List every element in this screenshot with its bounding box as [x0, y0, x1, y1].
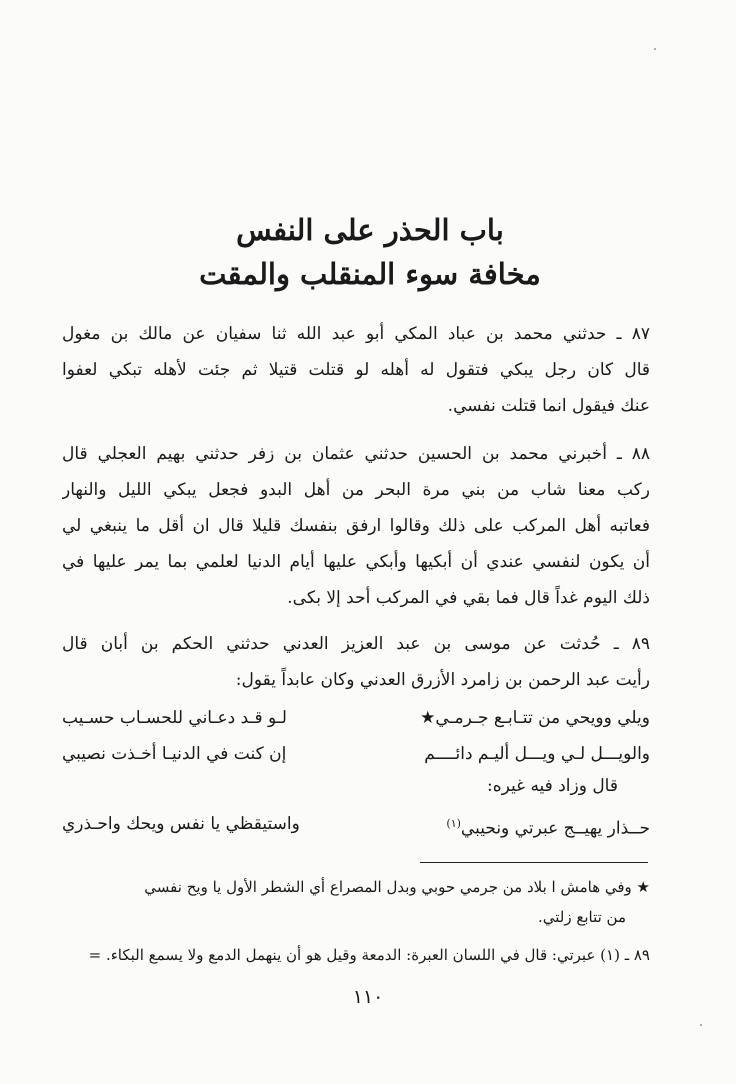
text-line: فعاتبه أهل المركب على ذلك وقالوا ارفق بنفسك قليلا قال ان أقل ما ينبغي لي: [62, 516, 650, 536]
verse-first-hemistich: والويـــل لـي ويـــل أليـم دائــــم: [424, 744, 650, 764]
paper-speck: [654, 48, 656, 50]
verse-first-hemistich: [446, 806, 650, 847]
text-line: ٨٧ ـ حدثني محمد بن عباد المكي أبو عبد الله ثنا سفيان عن مالك بن مغول: [62, 324, 650, 344]
verse-line: [62, 736, 650, 772]
verse-line: [62, 806, 650, 842]
text-line: عنك فيقول انما قتلت نفسي.: [447, 396, 650, 416]
text-line: ٨٩ ـ حُدثت عن موسى بن عبد العزيز العدني حدثني الحكم بن أبان قال: [62, 634, 650, 654]
footnote-divider: [420, 862, 648, 863]
verse-text: حــذار يهيــج عبرتي ونحيبي: [460, 818, 650, 839]
verse-second-hemistich: إن كنت في الدنيـا أخـذت نصيبي: [62, 744, 287, 764]
paper-speck: [700, 1024, 702, 1026]
paragraph-89: [62, 626, 650, 698]
chapter-title-line1: باب الحذر على النفس: [236, 213, 504, 247]
verse-second-hemistich: واستيقظي يا نفس ويحك واحـذري: [62, 814, 300, 834]
verse-line: [62, 700, 650, 736]
paragraph-87: [62, 316, 650, 424]
verse-second-hemistich: لـو قـد دعـاني للحسـاب حسـيب: [62, 708, 287, 728]
footnote-marker: (١): [446, 817, 461, 830]
text-line: قال كان رجل يبكي فتقول له أهله لو قتلت قتيلا ثم جئت لأهله تبكي لعفوا: [62, 360, 650, 380]
text-line: رأيت عبد الرحمن بن زامرد الأزرق العدني وكان عابداً يقول:: [235, 670, 650, 690]
footnote-star-continued: من تتابع زلتي.: [537, 908, 626, 926]
text-line: ٨٨ ـ أخبرني محمد بن الحسين حدثني عثمان بن زفر حدثني بهيم العجلي قال: [62, 444, 650, 464]
paragraph-88: [62, 436, 650, 616]
chapter-title: [120, 208, 620, 296]
page-number: ١١٠: [352, 986, 384, 1008]
text-line: ركب معنا شاب من بني مرة البحر من أهل البدو فجعل يبكي الليل والنهار: [62, 480, 650, 500]
chapter-title-line2: مخافة سوء المنقلب والمقت: [199, 257, 541, 291]
text-line: ذلك اليوم غداً قال فما بقي في المركب أحد إلا بكى.: [287, 588, 650, 608]
footnote-star: ★ وفي هامش ا بلاد من جرمي حوبي وبدل المصراع أي الشطر الأول يا ويح نفسي: [144, 878, 650, 896]
text-line: أن يكون لنفسي عندي أن أبكيها وأبكي عليها أيام الدنيا لعلمي بما يمر عليها في: [62, 552, 650, 572]
footnote-numbered: ٨٩ ـ (١) عبرتي: قال في اللسان العبرة: الدمعة وقيل هو أن ينهمل الدمع ولا يسمع البكاء. =: [88, 946, 650, 964]
verse-first-hemistich: ويلي وويحي من تتـابـع جـرمـي★: [420, 708, 650, 728]
addition-note: قال وزاد فيه غيره:: [487, 776, 618, 796]
